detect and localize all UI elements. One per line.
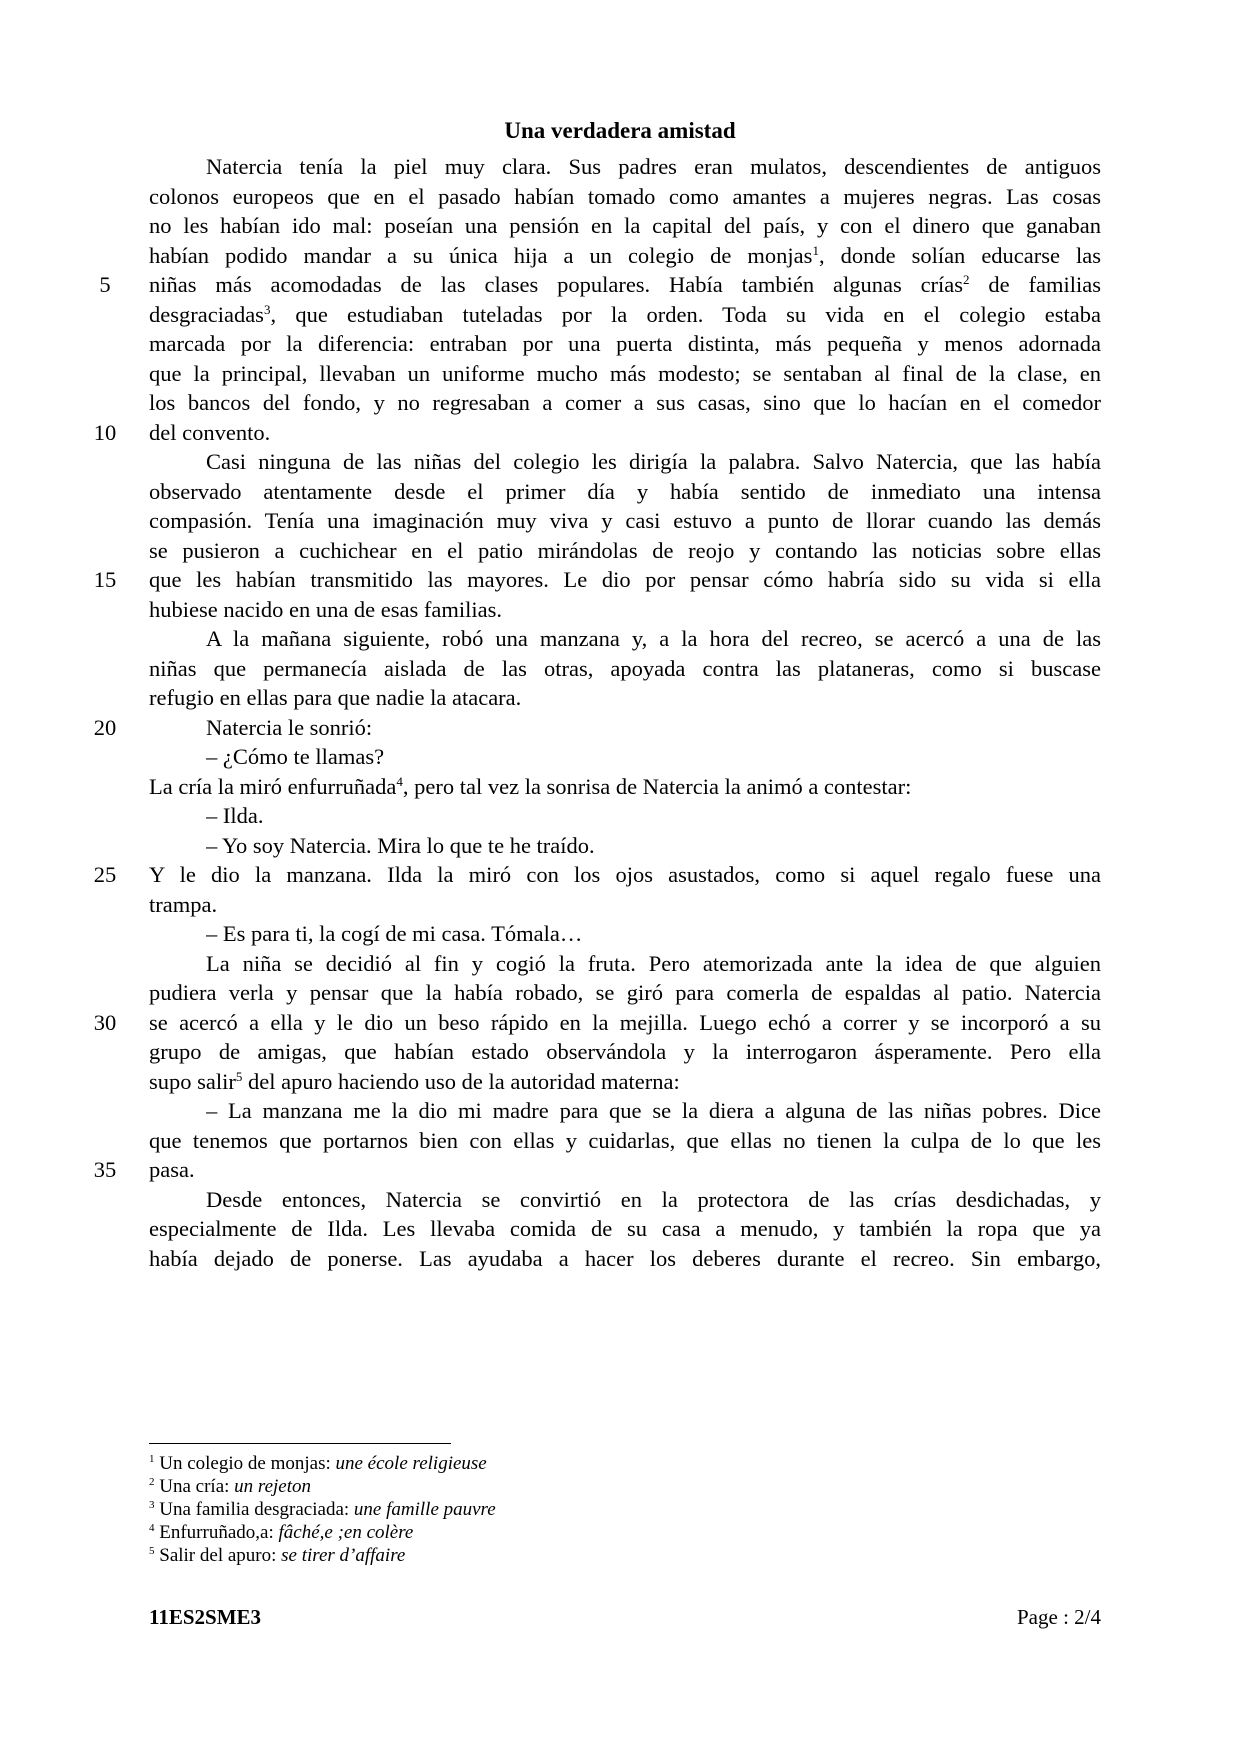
text-line: pudiera verla y pensar que la había robado, se giró para comerla de espaldas al patio. Natercia — [149, 980, 1101, 1005]
footnote-ref: 2 — [963, 272, 970, 287]
footnote-item: $^1$ Un colegio de monjas: une école religieuse — [149, 1453, 487, 1474]
line-number: 20 — [93, 715, 117, 740]
line-number: 5 — [99, 272, 111, 297]
text-line: La cría la miró enfurruñada$^4$, pero tal vez la sonrisa de Natercia la animó a contestar: — [149, 774, 912, 799]
footnote-item: $^5$ Salir del apuro: se tirer d’affaire — [149, 1545, 406, 1566]
text-line: que les habían transmitido las mayores. Le dio por pensar cómo habría sido su vida si ella — [149, 567, 1101, 592]
text-line: Desde entonces, Natercia se convirtió en la protectora de las crías desdichadas, y — [206, 1187, 1101, 1212]
text-line: habían podido mandar a su única hija a un colegio de monjas$^1$, donde solían educarse las — [149, 243, 1101, 268]
text-line: hubiese nacido en una de esas familias. — [149, 597, 503, 622]
text-line: Natercia le sonrió: — [206, 715, 373, 740]
footnote-divider — [149, 1443, 451, 1444]
text-line: A la mañana siguiente, robó una manzana y, a la hora del recreo, se acercó a una de las — [206, 626, 1101, 651]
text-line: – Es para ti, la cogí de mi casa. Tómala… — [206, 921, 583, 946]
text-line: marcada por la diferencia: entraban por una puerta distinta, más pequeña y menos adornada — [149, 331, 1101, 356]
text-line: observado atentamente desde el primer día y había sentido de inmediato una intensa — [149, 479, 1101, 504]
text-line: Y le dio la manzana. Ilda la miró con los ojos asustados, como si aquel regalo fuese una — [149, 862, 1101, 887]
line-number: 15 — [93, 567, 117, 592]
text-line: niñas que permanecía aislada de las otras, apoyada contra las plataneras, como si buscase — [149, 656, 1101, 681]
page-number: Page : 2/4 — [1017, 1605, 1101, 1629]
footnote-ref: 5 — [235, 1069, 243, 1084]
footnote-ref: 3 — [263, 302, 271, 317]
text-line: trampa. — [149, 892, 218, 917]
text-line: especialmente de Ilda. Les llevaba comida de su casa a menudo, y también la ropa que ya — [149, 1216, 1101, 1241]
text-line: que la principal, llevaban un uniforme mucho más modesto; se sentaban al final de la clase, en — [149, 361, 1101, 386]
text-line: había dejado de ponerse. Las ayudaba a hacer los deberes durante el recreo. Sin embargo, — [149, 1246, 1101, 1271]
text-line: no les habían ido mal: poseían una pensión en la capital del país, y con el dinero que ganaban — [149, 213, 1101, 238]
text-line: que tenemos que portarnos bien con ellas y cuidarlas, que ellas no tienen la culpa de lo que les — [149, 1128, 1101, 1153]
line-number: 30 — [93, 1010, 117, 1035]
footnote-ref: 4 — [396, 774, 403, 789]
line-number: 10 — [93, 420, 117, 445]
text-line: se pusieron a cuchichear en el patio mirándolas de reojo y contando las noticias sobre ellas — [149, 538, 1101, 563]
text-line: – Ilda. — [206, 803, 264, 828]
text-line: – Yo soy Natercia. Mira lo que te he traído. — [206, 833, 595, 858]
text-line: refugio en ellas para que nadie la atacara. — [149, 685, 522, 710]
text-line: colonos europeos que en el pasado habían tomado como amantes a mujeres negras. Las cosas — [149, 184, 1101, 209]
text-line: supo salir$^5$ del apuro haciendo uso de la autoridad materna: — [149, 1069, 680, 1094]
text-line: La niña se decidió al fin y cogió la fruta. Pero atemorizada ante la idea de que alguien — [206, 951, 1101, 976]
text-line: pasa. — [149, 1157, 195, 1182]
footnote-item: $^4$ Enfurruñado,a: fâché,e ;en colère — [149, 1522, 414, 1543]
footnote-item: $^3$ Una familia desgraciada: une famille pauvre — [149, 1499, 496, 1520]
text-line: se acercó a ella y le dio un beso rápido en la mejilla. Luego echó a correr y se incorporó a su — [149, 1010, 1101, 1035]
text-line: grupo de amigas, que habían estado observándola y la interrogaron ásperamente. Pero ella — [149, 1039, 1101, 1064]
text-line: Casi ninguna de las niñas del colegio les dirigía la palabra. Salvo Natercia, que las había — [206, 449, 1101, 474]
document-code: 11ES2SME3 — [149, 1605, 262, 1629]
text-line: – La manzana me la dio mi madre para que se la diera a alguna de las niñas pobres. Dice — [206, 1098, 1101, 1123]
text-line: los bancos del fondo, y no regresaban a comer a sus casas, sino que lo hacían en el comedor — [149, 390, 1101, 415]
line-number: 35 — [93, 1157, 117, 1182]
text-line: – ¿Cómo te llamas? — [206, 744, 385, 769]
text-line: desgraciadas$^3$, que estudiaban tuteladas por la orden. Toda su vida en el colegio estaba — [149, 302, 1101, 327]
text-line: del convento. — [149, 420, 271, 445]
text-title: Una verdadera amistad — [504, 118, 736, 143]
text-line: compasión. Tenía una imaginación muy viva y casi estuvo a punto de llorar cuando las demás — [149, 508, 1101, 533]
text-line: Natercia tenía la piel muy clara. Sus padres eran mulatos, descendientes de antiguos — [206, 154, 1101, 179]
line-number: 25 — [93, 862, 117, 887]
footnote-item: $^2$ Una cría: un rejeton — [149, 1476, 312, 1497]
footnote-ref: 1 — [812, 243, 819, 258]
text-line: niñas más acomodadas de las clases populares. Había también algunas crías$^2$ de familias — [149, 272, 1101, 297]
